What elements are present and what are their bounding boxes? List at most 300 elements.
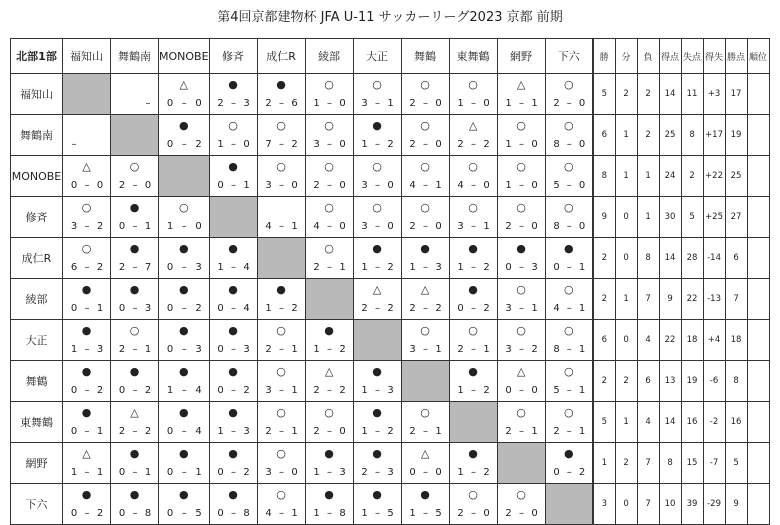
- goals-for: 2: [361, 467, 368, 478]
- goals-against: 8: [243, 508, 250, 519]
- match-score: [165, 303, 204, 315]
- result-mark: ○: [276, 324, 286, 337]
- goals-against: 5: [195, 508, 202, 519]
- match-score: [264, 98, 300, 110]
- score-separator: –: [566, 344, 572, 355]
- column-header-team: 下六: [545, 39, 593, 74]
- result-mark: ○: [324, 160, 334, 173]
- stat-cell: 19: [725, 115, 747, 156]
- result-mark: ●: [228, 283, 238, 296]
- goals-against: 6: [291, 98, 298, 109]
- stat-cell: 8: [637, 238, 659, 279]
- result-mark: ●: [372, 365, 382, 378]
- match-score: [408, 180, 444, 192]
- match-score: [504, 303, 540, 315]
- result-mark: ●: [81, 406, 92, 419]
- score-separator: –: [375, 426, 381, 437]
- score-separator: –: [279, 221, 285, 232]
- match-result-cell: [305, 74, 353, 115]
- result-mark: ●: [324, 447, 334, 460]
- goals-against: 1: [578, 303, 586, 314]
- table-row: [11, 115, 770, 156]
- goals-for: 2: [118, 262, 126, 273]
- column-header-team: 舞鶴: [401, 39, 449, 74]
- result-mark: ●: [178, 324, 189, 337]
- goals-against: 0: [531, 180, 538, 191]
- match-score: [456, 303, 492, 315]
- result-mark: ○: [420, 78, 430, 91]
- match-result-cell: [305, 443, 353, 484]
- goals-for: 1: [505, 98, 512, 109]
- match-result-cell: [401, 238, 449, 279]
- result-mark: ○: [324, 406, 334, 419]
- result-mark: ●: [468, 242, 478, 255]
- goals-for: 1: [505, 139, 512, 150]
- match-result-cell: [111, 156, 159, 197]
- goals-against: 2: [387, 303, 394, 314]
- result-mark: ○: [563, 283, 574, 296]
- score-separator: –: [84, 262, 90, 273]
- goals-against: 2: [435, 303, 442, 314]
- match-score: [165, 426, 204, 438]
- match-score: [552, 303, 588, 315]
- match-result-cell: [497, 484, 545, 525]
- score-separator: –: [423, 180, 429, 191]
- result-mark: ●: [178, 488, 189, 501]
- goals-for: 2: [505, 508, 512, 519]
- match-score: [312, 508, 348, 520]
- self-match-cell: [111, 115, 159, 156]
- stat-cell: 4: [637, 402, 659, 443]
- match-result-cell: [353, 443, 401, 484]
- match-result-cell: [401, 197, 449, 238]
- goals-for: 0: [70, 180, 78, 191]
- match-score: [216, 139, 252, 151]
- stat-cell: 1: [615, 402, 637, 443]
- goals-against: 2: [96, 385, 104, 396]
- goals-against: 4: [243, 262, 250, 273]
- match-score: [504, 426, 540, 438]
- goals-for: 5: [553, 180, 560, 191]
- goals-against: 0: [339, 139, 346, 150]
- goals-against: 1: [435, 426, 442, 437]
- score-separator: –: [279, 344, 285, 355]
- stat-cell: [747, 115, 769, 156]
- goals-for: 2: [409, 139, 416, 150]
- result-mark: ●: [372, 119, 382, 132]
- goals-for: 1: [409, 508, 416, 519]
- goals-against: 1: [531, 303, 538, 314]
- goals-against: 0: [435, 221, 442, 232]
- score-separator: –: [375, 385, 381, 396]
- match-result-cell: [209, 74, 257, 115]
- score-separator: –: [181, 344, 187, 355]
- score-separator: –: [231, 98, 237, 109]
- match-result-cell: [353, 279, 401, 320]
- match-result-cell: [209, 484, 257, 525]
- match-score: [552, 262, 588, 274]
- match-result-cell: [257, 156, 305, 197]
- match-result-cell: [111, 279, 159, 320]
- match-result-cell: [353, 402, 401, 443]
- score-separator: –: [231, 180, 237, 191]
- stat-cell: 2: [637, 115, 659, 156]
- match-score: [552, 344, 588, 356]
- goals-for: 2: [457, 508, 464, 519]
- goals-against: 8: [144, 508, 152, 519]
- column-header-team: 修斉: [209, 39, 257, 74]
- score-separator: –: [471, 344, 477, 355]
- match-result-cell: [257, 197, 305, 238]
- stat-cell: 2: [681, 156, 703, 197]
- score-separator: –: [375, 98, 381, 109]
- result-mark: ○: [178, 201, 189, 214]
- stat-cell: 9: [725, 484, 747, 525]
- result-mark: ○: [276, 406, 286, 419]
- goals-for: 3: [265, 467, 272, 478]
- match-score: [456, 385, 492, 397]
- result-mark: ○: [468, 160, 478, 173]
- match-score: [264, 385, 300, 397]
- goals-against: 0: [339, 221, 346, 232]
- score-separator: –: [181, 385, 187, 396]
- match-score: [165, 98, 204, 110]
- match-result-cell: [545, 197, 593, 238]
- score-separator: –: [519, 221, 525, 232]
- match-result-cell: [449, 320, 497, 361]
- result-mark: ●: [228, 324, 238, 337]
- result-mark: ○: [324, 201, 334, 214]
- goals-against: 1: [531, 98, 538, 109]
- score-separator: –: [231, 344, 237, 355]
- stat-cell: 22: [681, 279, 703, 320]
- goals-against: 3: [144, 303, 152, 314]
- score-separator: –: [181, 262, 187, 273]
- goals-for: 0: [166, 262, 174, 273]
- stat-cell: [747, 484, 769, 525]
- match-score: [552, 221, 588, 233]
- match-result-cell: [401, 156, 449, 197]
- stat-cell: 6: [593, 115, 615, 156]
- goals-for: 0: [217, 385, 224, 396]
- result-mark: △: [420, 283, 430, 296]
- match-score: [117, 385, 153, 397]
- match-result-cell: [545, 402, 593, 443]
- goals-for: 3: [409, 344, 416, 355]
- stat-cell: 5: [681, 197, 703, 238]
- result-mark: △: [372, 283, 382, 296]
- match-score: [456, 508, 492, 520]
- match-score: [408, 467, 444, 479]
- stat-cell: 39: [681, 484, 703, 525]
- match-result-cell: [111, 361, 159, 402]
- match-score: [117, 180, 153, 192]
- goals-for: 0: [118, 385, 126, 396]
- stat-cell: 15: [681, 443, 703, 484]
- score-separator: –: [423, 139, 429, 150]
- score-separator: –: [327, 508, 333, 519]
- match-result-cell: [545, 361, 593, 402]
- match-result-cell: [401, 443, 449, 484]
- match-score: [69, 303, 105, 315]
- score-separator: –: [423, 344, 429, 355]
- goals-against: 0: [387, 221, 394, 232]
- match-result-cell: [449, 279, 497, 320]
- goals-for: 1: [505, 180, 512, 191]
- match-result-cell: [497, 74, 545, 115]
- result-mark: ○: [81, 242, 92, 255]
- goals-for: 1: [70, 344, 78, 355]
- result-mark: ○: [563, 365, 574, 378]
- match-result-cell: [159, 238, 210, 279]
- row-header-team: 網野: [11, 443, 63, 484]
- result-mark: △: [82, 447, 91, 460]
- result-mark: ●: [129, 201, 140, 214]
- match-result-cell: [545, 115, 593, 156]
- goals-for: 0: [553, 467, 560, 478]
- goals-for: 1: [457, 467, 464, 478]
- goals-against: 1: [144, 467, 152, 478]
- goals-for: 7: [265, 139, 272, 150]
- match-score: [408, 344, 444, 356]
- goals-against: 2: [339, 385, 346, 396]
- goals-against: 2: [243, 385, 250, 396]
- column-header-stat: 得点: [659, 39, 681, 74]
- goals-against: 1: [291, 344, 298, 355]
- result-mark: ○: [324, 242, 334, 255]
- goals-for: 4: [457, 180, 464, 191]
- goals-against: 3: [195, 262, 202, 273]
- result-mark: ○: [468, 488, 478, 501]
- goals-for: 0: [70, 426, 78, 437]
- goals-against: 0: [483, 508, 490, 519]
- stat-cell: -6: [703, 361, 725, 402]
- match-result-cell: [353, 484, 401, 525]
- result-mark: ●: [420, 242, 430, 255]
- goals-against: 0: [144, 180, 152, 191]
- score-separator: –: [566, 426, 572, 437]
- column-header-team: 舞鶴南: [111, 39, 159, 74]
- goals-against: 2: [96, 262, 104, 273]
- goals-against: 8: [339, 508, 346, 519]
- goals-for: 3: [265, 385, 272, 396]
- stat-cell: -2: [703, 402, 725, 443]
- result-mark: △: [516, 78, 526, 91]
- stat-cell: -13: [703, 279, 725, 320]
- match-score: [360, 139, 396, 151]
- goals-against: 3: [435, 262, 442, 273]
- score-separator: –: [84, 180, 90, 191]
- result-mark: △: [420, 447, 430, 460]
- stat-cell: 10: [659, 484, 681, 525]
- goals-for: 0: [70, 508, 78, 519]
- goals-against: 1: [435, 344, 442, 355]
- score-separator: –: [132, 508, 138, 519]
- match-result-cell: [449, 443, 497, 484]
- goals-for: 2: [409, 426, 416, 437]
- goals-against: 2: [578, 467, 586, 478]
- goals-against: 0: [483, 180, 490, 191]
- stat-cell: +25: [703, 197, 725, 238]
- match-result-cell: [353, 361, 401, 402]
- stat-cell: 22: [659, 320, 681, 361]
- goals-against: 1: [531, 426, 538, 437]
- goals-against: 0: [387, 180, 394, 191]
- match-result-cell: [111, 74, 159, 115]
- stat-cell: 0: [615, 484, 637, 525]
- match-score: [69, 426, 105, 438]
- goals-against: 3: [243, 344, 250, 355]
- score-separator: –: [231, 385, 237, 396]
- goals-for: 6: [70, 262, 78, 273]
- score-separator: –: [566, 467, 572, 478]
- goals-for: 3: [70, 221, 78, 232]
- self-match-cell: [209, 197, 257, 238]
- match-result-cell: [449, 74, 497, 115]
- stat-cell: 7: [637, 279, 659, 320]
- match-result-cell: [63, 402, 111, 443]
- self-match-cell: [545, 484, 593, 525]
- match-score: [552, 426, 588, 438]
- match-result-cell: [63, 361, 111, 402]
- goals-against: 1: [578, 344, 586, 355]
- score-separator: –: [231, 262, 237, 273]
- table-row: [11, 197, 770, 238]
- score-separator: –: [327, 344, 333, 355]
- column-header-stat: 分: [615, 39, 637, 74]
- goals-against: 3: [531, 262, 538, 273]
- result-mark: ○: [516, 488, 526, 501]
- match-score: [264, 139, 300, 151]
- match-score: [69, 180, 105, 192]
- result-mark: ●: [178, 365, 189, 378]
- stat-cell: [747, 74, 769, 115]
- stat-cell: 4: [637, 320, 659, 361]
- score-separator: –: [471, 139, 477, 150]
- goals-for: 0: [166, 344, 174, 355]
- score-separator: –: [84, 385, 90, 396]
- stat-cell: 2: [593, 361, 615, 402]
- match-score: [312, 139, 348, 151]
- goals-against: 1: [243, 180, 250, 191]
- score-separator: –: [423, 426, 429, 437]
- score-separator: –: [327, 426, 333, 437]
- result-mark: ●: [228, 78, 238, 91]
- match-score: [216, 303, 252, 315]
- match-score: [408, 262, 444, 274]
- match-result-cell: [497, 238, 545, 279]
- result-mark: ○: [563, 78, 574, 91]
- match-result-cell: [209, 238, 257, 279]
- header-row: [11, 39, 770, 74]
- goals-for: 3: [361, 180, 368, 191]
- goals-for: 1: [361, 385, 368, 396]
- match-score: [360, 262, 396, 274]
- goals-against: 1: [483, 221, 490, 232]
- goals-for: 5: [553, 385, 560, 396]
- goals-for: 1: [217, 139, 224, 150]
- match-result-cell: [257, 402, 305, 443]
- score-separator: –: [375, 467, 381, 478]
- goals-against: 2: [483, 467, 490, 478]
- match-score: [165, 385, 204, 397]
- stat-cell: 1: [637, 197, 659, 238]
- match-result-cell: [497, 197, 545, 238]
- score-separator: –: [279, 385, 285, 396]
- goals-against: 2: [339, 344, 346, 355]
- stat-cell: 2: [637, 74, 659, 115]
- match-score: [360, 98, 396, 110]
- column-header-stat: 失点: [681, 39, 703, 74]
- result-mark: ○: [372, 78, 382, 91]
- goals-for: 2: [265, 344, 272, 355]
- goals-against: 5: [435, 508, 442, 519]
- stat-cell: 27: [725, 197, 747, 238]
- score-separator: –: [231, 303, 237, 314]
- goals-against: 0: [243, 139, 250, 150]
- goals-for: 1: [166, 221, 174, 232]
- goals-for: 0: [166, 426, 174, 437]
- score-separator: –: [132, 426, 138, 437]
- match-score: [456, 467, 492, 479]
- score-separator: –: [566, 262, 572, 273]
- goals-against: 1: [195, 467, 202, 478]
- goals-against: 0: [578, 139, 586, 150]
- stat-cell: 5: [725, 443, 747, 484]
- match-score: [552, 467, 588, 479]
- score-separator: –: [181, 98, 187, 109]
- match-score: [312, 221, 348, 233]
- match-result-cell: [401, 74, 449, 115]
- goals-for: 2: [118, 344, 126, 355]
- result-mark: ○: [276, 160, 286, 173]
- goals-against: 0: [291, 180, 298, 191]
- score-separator: –: [471, 221, 477, 232]
- column-header-team: 成仁R: [257, 39, 305, 74]
- goals-for: 1: [361, 139, 368, 150]
- result-mark: ○: [563, 201, 574, 214]
- match-score: [216, 98, 252, 110]
- stat-cell: 1: [637, 156, 659, 197]
- goals-against: 2: [96, 508, 104, 519]
- result-mark: ○: [468, 324, 478, 337]
- stat-cell: 2: [615, 443, 637, 484]
- goals-against: 1: [387, 98, 394, 109]
- match-result-cell: [353, 197, 401, 238]
- match-result-cell: [305, 115, 353, 156]
- stat-cell: 28: [681, 238, 703, 279]
- match-result-cell: [497, 402, 545, 443]
- match-score: [504, 344, 540, 356]
- column-header-stat: 得失: [703, 39, 725, 74]
- match-result-cell: [257, 484, 305, 525]
- match-score: [504, 98, 540, 110]
- match-result-cell: [257, 361, 305, 402]
- result-mark: ●: [178, 406, 189, 419]
- result-mark: ●: [468, 283, 478, 296]
- goals-against: 1: [578, 262, 586, 273]
- goals-against: 3: [96, 344, 104, 355]
- stat-cell: [747, 361, 769, 402]
- row-header-team: 修斉: [11, 197, 63, 238]
- goals-against: 2: [291, 303, 298, 314]
- goals-for: 0: [166, 98, 174, 109]
- score-separator: –: [471, 180, 477, 191]
- match-result-cell: [305, 156, 353, 197]
- goals-for: 1: [313, 344, 320, 355]
- stat-cell: [747, 320, 769, 361]
- goals-against: 0: [531, 385, 538, 396]
